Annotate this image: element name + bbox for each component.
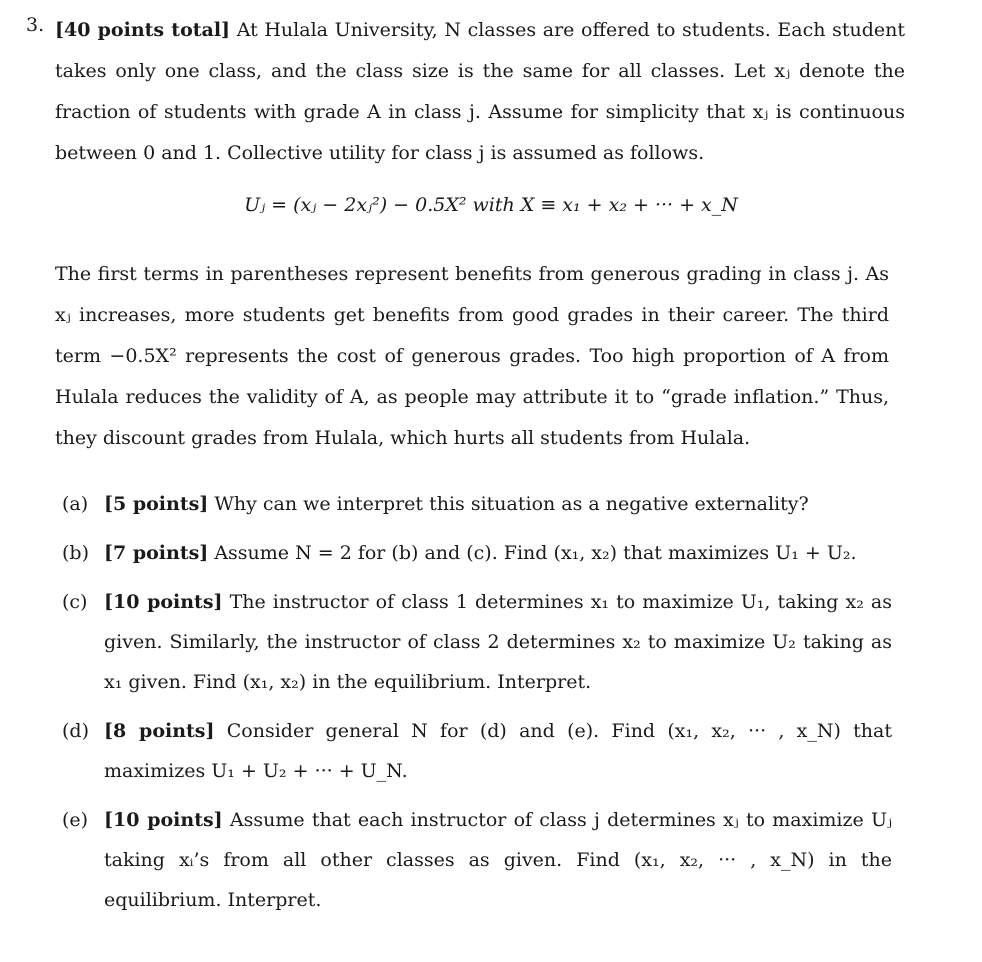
part-c-points: [10 points] [104, 591, 223, 613]
part-a-points: [5 points] [104, 493, 209, 515]
part-d [62, 711, 892, 791]
part-a-label: (a) [62, 493, 89, 515]
part-d-text: Consider general N for (d) and (e). Find (x₁, x₂, ··· , x_N) that maximizes U₁ + U₂ + ··· + U_N. [104, 720, 893, 782]
part-c-label: (c) [62, 591, 88, 613]
utility-equation: Uⱼ = (xⱼ − 2xⱼ²) − 0.5X² with X ≡ x₁ + x₂ + ··· + x_N [244, 194, 738, 216]
part-d-label: (d) [62, 720, 89, 742]
problem-number: 3. [26, 14, 45, 36]
part-e-text: Assume that each instructor of class j determines xⱼ to maximize Uⱼ taking xᵢ’s from all other classes as given. Find (x₁, x₂, ··· , x_N) in the equilibrium. Interpret. [104, 809, 892, 911]
part-b-points: [7 points] [104, 542, 209, 564]
part-b-label: (b) [62, 542, 89, 564]
part-b-body [104, 533, 892, 573]
part-b [62, 533, 892, 573]
part-a-body [104, 484, 892, 524]
part-a [62, 484, 892, 524]
part-c-body [104, 582, 892, 702]
part-e [62, 800, 892, 920]
part-a-text: Why can we interpret this situation as a negative externality? [214, 493, 809, 515]
part-e-body [104, 800, 892, 920]
part-d-points: [8 points] [104, 720, 215, 742]
part-d-body [104, 711, 892, 791]
intro-text: At Hulala University, N classes are offered to students. Each student takes only one class, and the class size is the same for all classes. Let xⱼ denote the fraction of students with grade A in class j. Assume for simplicity that xⱼ is continuous between 0 and 1. Collective utility for class j is assumed as follows. [55, 19, 905, 164]
part-e-label: (e) [62, 809, 89, 831]
part-e-points: [10 points] [104, 809, 223, 831]
part-b-text: Assume N = 2 for (b) and (c). Find (x₁, x₂) that maximizes U₁ + U₂. [214, 542, 857, 564]
problem-intro [55, 10, 905, 174]
part-c [62, 582, 892, 702]
part-c-text: The instructor of class 1 determines x₁ to maximize U₁, taking x₂ as given. Similarly, the instructor of class 2 determines x₂ to maximize U₂ taking as x₁ given. Find (x₁, x₂) in the equilibrium. Interpret. [104, 591, 893, 693]
question-parts-list [62, 484, 892, 920]
intro-points: [40 points total] [55, 19, 231, 41]
explanation-paragraph: The first terms in parentheses represent benefits from generous grading in class j. As xⱼ increases, more students get benefits from good grades in their career. The third term −0.5X² represents the cost of generous grades. Too high proportion of A from Hulala reduces the validity of A, as people may attribute it to “grade inflation.” Thus, they discount grades from Hulala, which hurts all students from Hulala. [55, 263, 889, 449]
